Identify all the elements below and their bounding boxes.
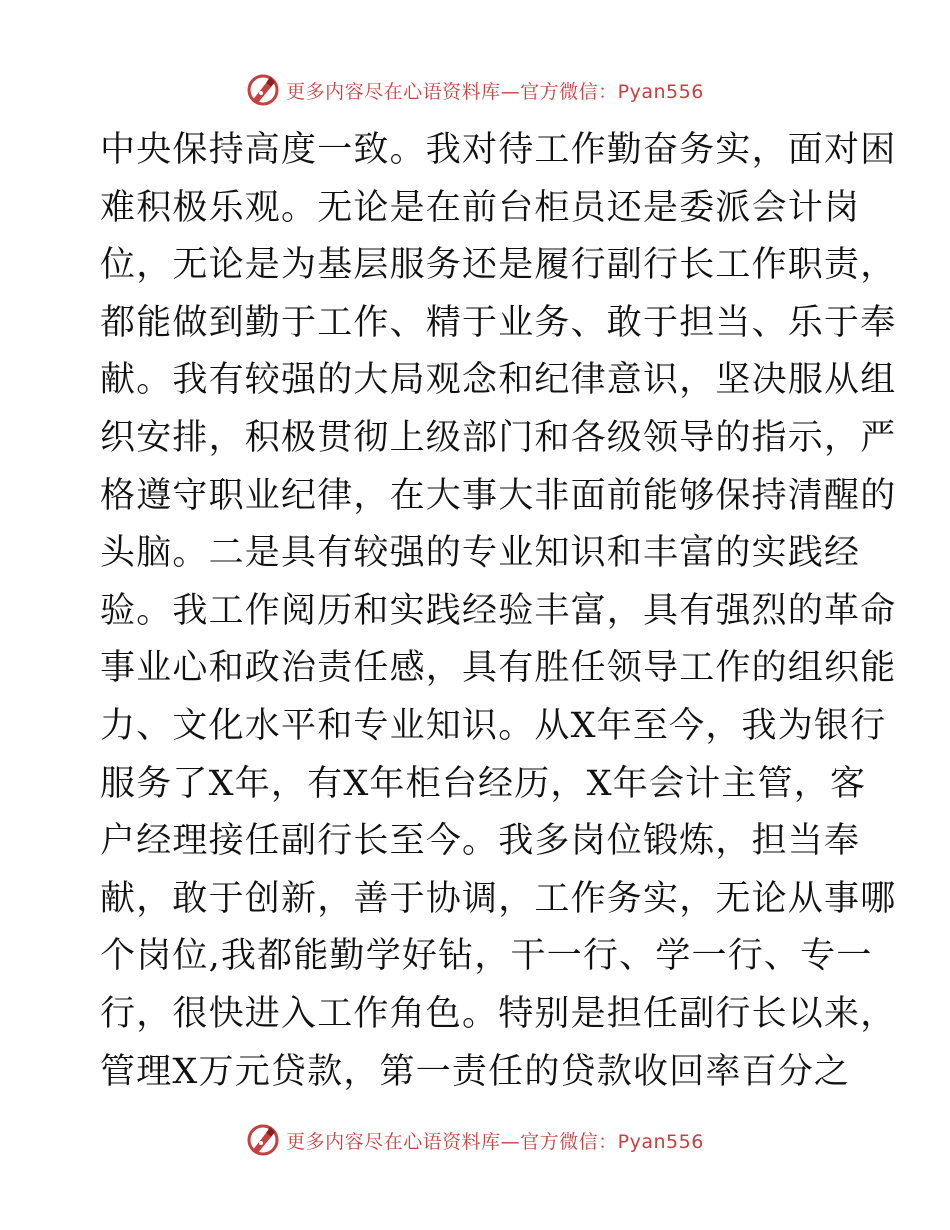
document-body <box>100 122 897 1101</box>
text-line: 位，无论是为基层服务还是履行副行长工作职责， <box>100 245 897 286</box>
text-line: 力、文化水平和专业知识。从X年至今，我为银行 <box>100 705 887 746</box>
text-line: 献，敢于创新，善于协调，工作务实，无论从事哪 <box>100 878 897 919</box>
text-line: 服务了X年，有X年柜台经历，X年会计主管，客 <box>100 763 867 804</box>
text-line: 格遵守职业纪律，在大事大非面前能够保持清醒的 <box>100 475 897 516</box>
text-line: 验。我工作阅历和实践经验丰富，具有强烈的革命 <box>100 590 897 631</box>
text-line: 事业心和政治责任感，具有胜任领导工作的组织能 <box>100 648 897 689</box>
text-line: 中央保持高度一致。我对待工作勤奋务实，面对困 <box>100 130 897 170</box>
text-line: 行，很快进入工作角色。特别是担任副行长以来， <box>100 993 897 1034</box>
text-line: 个岗位,我都能勤学好钻，干一行、学一行、专一 <box>100 936 873 977</box>
header-watermark <box>0 70 950 110</box>
pen-logo-icon <box>246 1123 280 1157</box>
footer-watermark <box>0 1120 950 1160</box>
text-line: 户经理接任副行长至今。我多岗位锻炼，担当奉 <box>100 821 861 862</box>
footer-watermark-text: 更多内容尽在心语资料库—官方微信：Pyan556 <box>286 1130 704 1153</box>
pen-logo-icon <box>246 73 280 107</box>
text-line: 管理X万元贷款，第一责任的贷款收回率百分之 <box>100 1051 851 1092</box>
text-line: 献。我有较强的大局观念和纪律意识，坚决服从组 <box>100 360 897 401</box>
text-line: 都能做到勤于工作、精于业务、敢于担当、乐于奉 <box>100 302 897 343</box>
text-line: 头脑。二是具有较强的专业知识和丰富的实践经 <box>100 533 861 574</box>
header-watermark-text: 更多内容尽在心语资料库—官方微信：Pyan556 <box>286 80 704 103</box>
text-line: 难积极乐观。无论是在前台柜员还是委派会计岗 <box>100 187 861 228</box>
text-line: 织安排，积极贯彻上级部门和各级领导的指示，严 <box>100 417 897 458</box>
